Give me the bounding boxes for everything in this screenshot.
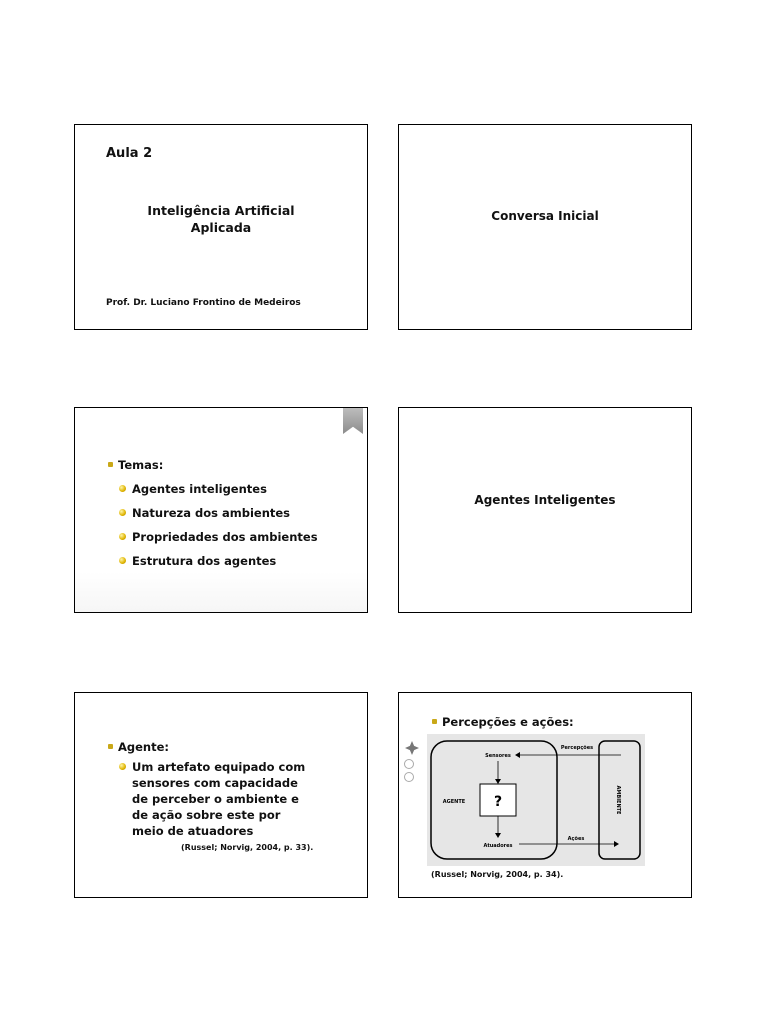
percepts-label: Percepções	[560, 745, 594, 751]
list-item: Natureza dos ambientes	[119, 506, 290, 520]
course-title-line1: Inteligência Artificial	[147, 203, 295, 218]
round-bullet-icon	[119, 533, 126, 540]
round-bullet-icon	[119, 557, 126, 564]
definition-line: Um artefato equipado com	[119, 760, 305, 774]
list-item: Agentes inteligentes	[119, 482, 267, 496]
definition-line: de perceber o ambiente e	[132, 792, 299, 806]
citation: (Russel; Norvig, 2004, p. 33).	[181, 843, 314, 852]
actuators-label: Atuadores	[483, 843, 513, 849]
diagram-graphic	[427, 734, 645, 866]
round-bullet-icon	[119, 763, 126, 770]
slide-title: Agentes Inteligentes	[474, 493, 616, 507]
square-bullet-icon	[432, 719, 437, 724]
slide-agentes-inteligentes	[398, 407, 692, 613]
topics-heading: Temas:	[108, 458, 163, 472]
move-arrows-icon[interactable]	[405, 741, 419, 755]
agent-environment-diagram	[427, 734, 645, 866]
magnifier-icon[interactable]	[404, 772, 414, 782]
actions-label: Ações	[567, 836, 585, 842]
slide-title: Conversa Inicial	[491, 209, 599, 223]
slide-agente-definition	[74, 692, 368, 898]
list-item: Propriedades dos ambientes	[119, 530, 318, 544]
list-item: Estrutura dos agentes	[119, 554, 276, 568]
definition-line: sensores com capacidade	[132, 776, 298, 790]
navigation-tool[interactable]	[401, 741, 423, 787]
slide-aula-2	[74, 124, 368, 330]
environment-label: AMBIENTE	[615, 785, 621, 815]
citation: (Russel; Norvig, 2004, p. 34).	[431, 870, 564, 879]
sensors-label: Sensores	[485, 753, 511, 759]
diagram-heading: Percepções e ações:	[432, 715, 574, 729]
definition-heading: Agente:	[108, 740, 169, 754]
square-bullet-icon	[108, 744, 113, 749]
slide-conversa-inicial	[398, 124, 692, 330]
slide-footer-fade	[75, 572, 367, 612]
definition-line: de ação sobre este por	[132, 808, 281, 822]
agent-label: AGENTE	[442, 799, 466, 805]
round-bullet-icon	[119, 509, 126, 516]
lesson-label: Aula 2	[106, 146, 153, 161]
question-mark: ?	[493, 794, 503, 810]
bookmark-icon	[343, 408, 363, 434]
magnifier-icon[interactable]	[404, 759, 414, 769]
slide-temas	[74, 407, 368, 613]
square-bullet-icon	[108, 462, 113, 467]
slide-percepcoes-acoes	[398, 692, 692, 898]
round-bullet-icon	[119, 485, 126, 492]
author-name: Prof. Dr. Luciano Frontino de Medeiros	[106, 298, 301, 308]
course-title-line2: Aplicada	[190, 220, 252, 235]
definition-line: meio de atuadores	[132, 824, 254, 838]
